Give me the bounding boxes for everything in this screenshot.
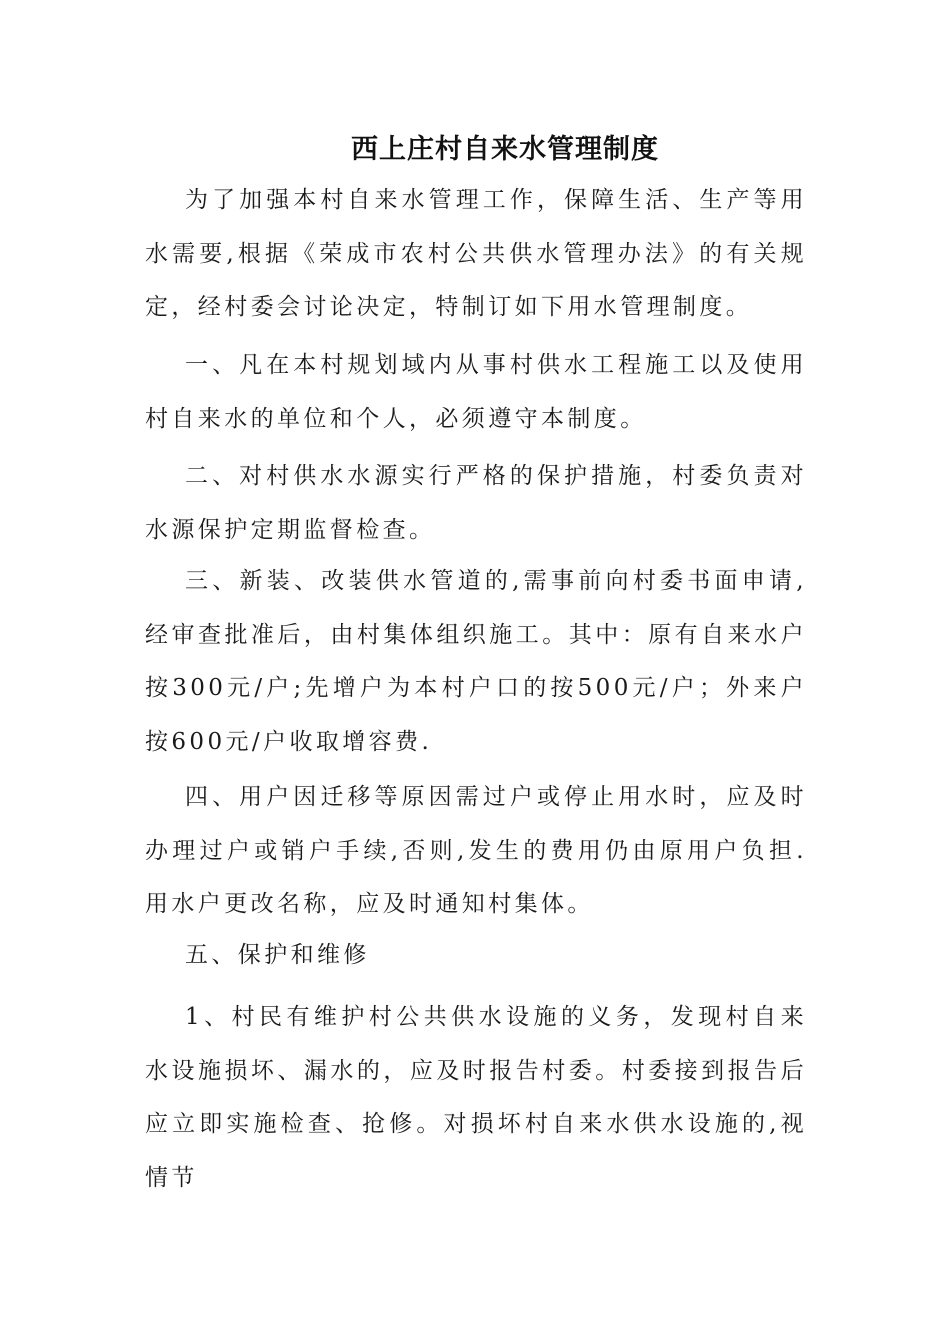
paragraph-article-2: 二、对村供水水源实行严格的保护措施，村委负责对水源保护定期监督检查。 (145, 463, 807, 543)
paragraph-article-4: 四、用户因迁移等原因需过户或停止用水时，应及时办理过户或销户手续,否则,发生的费用仍由原用户负担.用水户更改名称，应及时通知村集体。 (145, 784, 807, 917)
paragraph-article-1: 一、凡在本村规划域内从事村供水工程施工以及使用村自来水的单位和个人，必须遵守本制度。 (145, 352, 807, 432)
paragraph-article-5-item-1: 1、村民有维护村公共供水设施的义务，发现村自来水设施损坏、漏水的，应及时报告村委。村委接到报告后应立即实施检查、抢修。对损坏村自来水供水设施的,视情节 (145, 1004, 807, 1191)
paragraph-article-5-heading: 五、保护和维修 (185, 942, 370, 968)
paragraph-article-3: 三、新装、改装供水管道的,需事前向村委书面申请,经审查批准后，由村集体组织施工。其中：原有自来水户按300元/户;先增户为本村户口的按500元/户；外来户按600元/户收取增容费. (145, 568, 807, 755)
document-title: 西上庄村自来水管理制度 (351, 134, 659, 165)
paragraph-intro: 为了加强本村自来水管理工作，保障生活、生产等用水需要,根据《荣成市农村公共供水管理办法》的有关规定，经村委会讨论决定，特制订如下用水管理制度。 (145, 187, 807, 320)
